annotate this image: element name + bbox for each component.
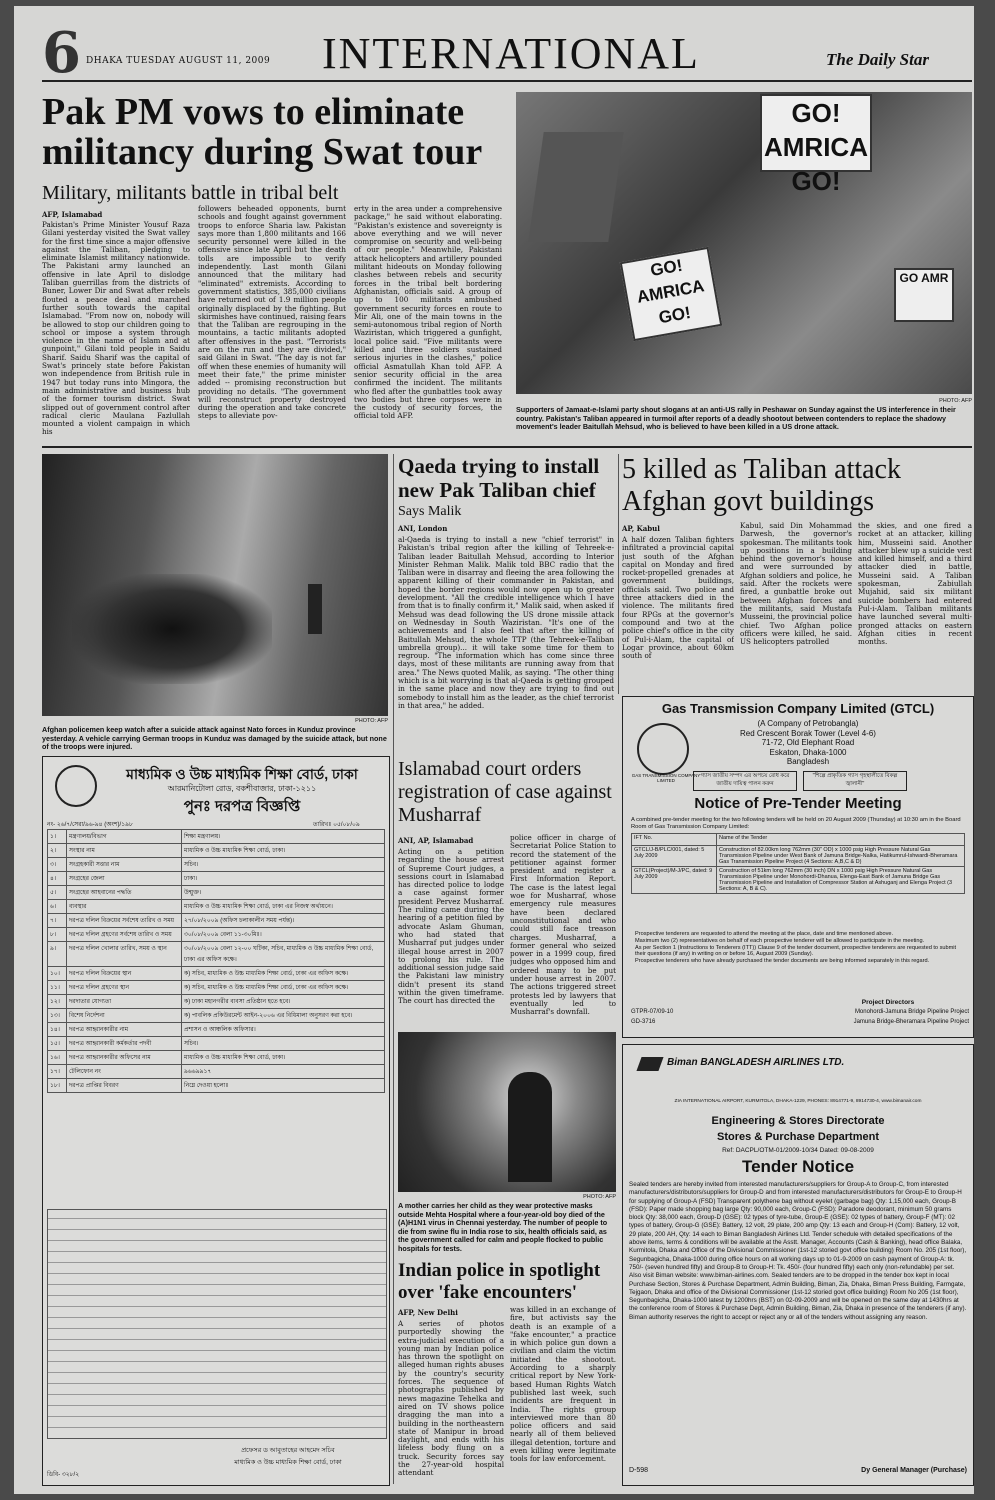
gtcl-notice — [622, 696, 974, 1038]
taliban-headline: 5 killed as Taliban attack Afghan govt buildings — [622, 454, 901, 517]
gtcl-sub1: (A Company of Petrobangla) — [757, 719, 859, 728]
qaeda-headline: Qaeda trying to install new Pak Taliban chief — [398, 454, 600, 502]
bangla-notice-title: মাধ্যমিক ও উচ্চ মাধ্যমিক শিক্ষা বোর্ড, ঢাকা — [126, 766, 358, 782]
row-number: ৪। — [48, 872, 67, 886]
rally-photo-caption: Supporters of Jamaat-e-Islami party shout slogans at an anti-US rally in Peshawar on Sunday against the US interference in their country. Pakistan's Taliban appeared in turmoil after reports of a deadly shootout between contenders to replace the shadowy movement's leader Baitullah Mehsud, who is believed to have been killed in a US drone attack. — [516, 405, 956, 432]
gtcl-slogan-2: "শিল্পে প্রাকৃতিক গ্যাস গৃহস্থালীতে বিকল্প জ্বালানী" — [803, 771, 907, 791]
protest-sign-2: GO! AMRICA GO! — [620, 247, 723, 341]
row-label: সংগ্রহের আহবানের পদ্ধতি — [67, 886, 182, 900]
row-label: দরপত্র আহ্বানকারীর নাম — [67, 1023, 182, 1037]
gtcl-bullet-3: As per Section 1 (Instructions to Tenderers (ITT)) Clause 9 of the tender document, prospective tenderers are requested to submit their questions (if any) in writing on or before 16, August 2009 (Sunday). — [635, 944, 957, 958]
row-number: ২। — [48, 844, 67, 858]
row-number: ৫। — [48, 886, 67, 900]
gtcl-title: Gas Transmission Company Limited (GTCL) — [661, 701, 935, 716]
bangla-table-row — [48, 886, 385, 900]
newspaper-page — [14, 6, 974, 1494]
india-headline: Indian police in spotlight over 'fake encounters' — [398, 1260, 601, 1303]
row-value: ২৭/০৮/২০০৯ (অফিস চলাকালীন সময় পর্যন্ত)। — [182, 914, 385, 928]
row-number: ১৪। — [48, 1023, 67, 1037]
row-number: ১৭। — [48, 1065, 67, 1079]
musharraf-column-1: Acting on a petition regarding the house arrest of Supreme Court judges, a sessions court in Islamabad has directed police to lodge a case against former president Pervez Musharraf. The ruling came during the hearing of a petition filed by advocate Aslam Ghuman, who had stated that Musharraf put judges under illegal house arrest in 2007 to prolong his rule. The additional session judge said the Pakistani law ministry didn't present its stand within the given timeframe. The court has directed the — [398, 848, 504, 1006]
row-rule-1 — [42, 446, 972, 448]
biman-ref: Ref: DACPL/OTM-01/2009-10/34 Dated: 09-08-2009 — [722, 1147, 874, 1154]
row-number: ১২। — [48, 995, 67, 1009]
column-separator — [393, 454, 394, 1484]
lead-column-1: Pakistan's Prime Minister Yousuf Raza Gilani yesterday visited the Swat valley for the first time since a major offensive against the Taliban, pledging to eliminate Islamist militancy nationwide. The Pakistani army launched an offensive in late April to dislodge Taliban guerrillas from the districts of Buner, Lower Dir and Swat after rebels flouted a peace deal and marched further south towards the capital Islamabad. "From now on, nobody will be allowed to stop our children going to school or impose a system through violence in the name of Islam and at gunpoint," Gilani told people in Saidu Sharif. Saidu Sharif was the capital of Swat's princely state before Pakistan won independence from British rule in 1947 but today runs into Mingora, the main administrative and business hub of the former tourism district. Swat slipped out of government control after radical cleric Maulana Fazlullah mounted a violent campaign in which his — [42, 221, 190, 437]
row-value: ঢাকা। — [182, 872, 385, 886]
gtcl-sub5: Bangladesh — [786, 757, 830, 766]
bangla-table-row — [48, 858, 385, 872]
gtcl-tender-table — [631, 833, 965, 894]
gtcl-address — [703, 719, 913, 767]
rally-photo-credit: PHOTO: AFP — [939, 398, 972, 404]
row-label: দরপত্র আহ্বানকারীর অফিসের নাম — [67, 1051, 182, 1065]
afghan-photo-credit: PHOTO: AFP — [355, 718, 388, 724]
biman-code: D-598 — [629, 1467, 649, 1474]
row-value: সচিব। — [182, 858, 385, 872]
bangla-table-row — [48, 1079, 385, 1093]
gtcl-code-1: GTPR-07/09-10 — [631, 1009, 674, 1015]
row-number: ৮। — [48, 928, 67, 942]
row-label: টেলিফোন নং — [67, 1065, 182, 1079]
bangla-table-row — [48, 1065, 385, 1079]
row-value: সচিব। — [182, 1037, 385, 1051]
row-value: মাধ্যমিক ও উচ্চ মাধ্যমিক শিক্ষা বোর্ড, ঢাকা। — [182, 1051, 385, 1065]
gtcl-bullet-4: Prospective tenderers who have already purchased the tender documents are being informed separately in this regard. — [635, 958, 930, 965]
gtcl-bullet-1: Prospective tenderers are requested to attend the meeting at the place, date and time mentioned above. — [635, 931, 894, 937]
row-value: উন্মুক্ত। — [182, 886, 385, 900]
row-number: ১১। — [48, 981, 67, 995]
row-label: দরপত্র দলিল গ্রহণের স্থান — [67, 981, 182, 995]
lead-column-2: followers beheaded opponents, burnt schools and fought against government troops to enforce Sharia law. Pakistan says more than 1,800 militants and 166 security personnel were killed in the offensive since late April but the death tolls are impossible to verify independently. Last month Gilani announced that the military had "eliminated" extremists. According to government statistics, 385,000 civilians have returned out of 1.9 million people originally displaced by the fighting. But skirmishes have continued, raising fears that the Taliban are regrouping in the mountains, a tactic militants adopted after offensives in the past. "Terrorists are on the run and they are divided," said Gilani in Swat. "The day is not far off when these enemies of humanity will meet their fate," the prime minister added -- promising reconstruction but providing no details. "The government will reconstruct property destroyed during the operation and take concrete steps to alleviate pov- — [198, 205, 346, 421]
flu-mask-photo — [398, 1032, 616, 1192]
row-number: ৯। — [48, 942, 67, 967]
musharraf-headline: Islamabad court orders registration of case against Musharraf — [398, 758, 612, 826]
bangla-notice-address: আরমানিটোলা রোড, বকশীবাজার, ঢাকা-১২১১ — [167, 784, 317, 793]
musharraf-byline: ANI, AP, Islamabad — [398, 836, 474, 845]
gtcl-pd2: Jamuna Bridge-Bheramara Pipeline Project — [853, 1019, 969, 1025]
row-number: ১৮। — [48, 1079, 67, 1093]
bangla-notice-table — [47, 829, 385, 1093]
flu-photo-credit: PHOTO: AFP — [583, 1194, 616, 1200]
india-byline: AFP, New Delhi — [398, 1308, 458, 1317]
gtcl-logo-icon — [637, 723, 689, 775]
gtcl-code-2: GD-3716 — [631, 1019, 656, 1025]
bangla-notice-sign: প্রফেসর ড আবুতাহের আহমেদ সচিব — [241, 1447, 335, 1454]
row-number: ১৬। — [48, 1051, 67, 1065]
masthead-rule — [42, 80, 972, 82]
biman-body: Sealed tenders are hereby invited from interested manufacturers/suppliers for Group-A to Group-C, from interested manufacturers/distributors/suppliers for Group-D and from interested manufacturers/distributors for Group-E to Group-H for supplying of Group-A (FSD) Transparent polythene bag without eyelet (garbage bag) Qty: 1,15,000 each, Group-B (FSD): Paper made shopping bag large Qty: 90,000 each, Group-C (FSD): Paradore deodorant, minimum 50 grams block Qty: 38,000 each, Group-D (GSE): 02 types of tyre-tube, Group-E (GSE): 02 types of battery, Group-F (MT): 02 types of battery, Group-G (GSE): Battery, 12 volt, 29 plate, 200 amp Qty: 13 each and Group-H (Com): Battery, 12 volt, 29 plate, 200 AH, Qty: 14 each to Biman Bangladesh Airlines Ltd. Tender schedule with detailed specifications of the above items, terms & conditions will be available at the Asstt. Manager, Accounts (Cash & Banking), head office Balaka, Kurmitola, Dhaka and Office of the Divisional Commissioner (1st-12 storied govt office building) Room No. 205 (1st floor), Segunbagicha, Dhaka-1000 during office hours on all working days up to 01-9-2009 on cash payment of Group-A: tk. 750/- (seven hundred fifty) and Group-B to Group-H: Tk. 450/- (four hundred fifty) each only (non-refundable) per set. Also visit Biman website: www.biman-airlines.com. Sealed tenders are to be dropped in the tender box kept in local Purchase Section, Stores & Purchase Department, Admin Building, Biman, Zia, Dhaka, Biman Press Building, Farmgate, Tejgaon, Dhaka and office of the Divisional Commissioner (1st-12 storied govt office building) Room No 205 (1st floor), Segunbagicha, Dhaka-1000 latest by 1200hrs (BST) on 02-09-2009 and will be opened on the same day at 1430hrs at the conference room of Stores & Purchase Dept, Admin Building, Biman, Zia, Dhaka in presence of the tenderers (if any). Biman authority reserves the right to accept or reject any or all of the tenders without assigning any reason. — [629, 1181, 967, 1321]
row-label: দরপত্র দলিল গ্রহণের সর্বশেষ তারিখ ও সময় — [67, 928, 182, 942]
biman-logo-icon — [636, 1057, 663, 1071]
row-value: নিম্নে দেওয়া হলোঃ — [182, 1079, 385, 1093]
gtcl-r2a: GTCL(Project)/M-J/PC, dated: 9 July 2009 — [632, 867, 717, 894]
gtcl-intro: A combined pre-tender meeting for the two following tenders will be held on 20 August 2009 (Thursday) at 10:30 am in the Board Room of Gas Transmission Company Limited: — [631, 817, 961, 830]
biman-dept-2: Stores & Purchase Department — [717, 1131, 879, 1143]
india-column-1: A series of photos purportedly showing the extra-judicial execution of a young man by Indian police has thrown the spotlight on alleged human rights abuses by the country's security forces. The sequence of photographs published by news magazine Tehelka and aired on TV shows police dragging the man into a building in the northeastern state of Manipur in broad daylight, and ends with his lifeless body flung on a truck. Security forces say the 27-year-old hospital attendant — [398, 1320, 504, 1478]
bangla-table-row — [48, 1009, 385, 1023]
row-label: দরদাতার যোগ্যতা — [67, 995, 182, 1009]
gtcl-sub4: Eskaton, Dhaka-1000 — [769, 747, 847, 757]
lead-deck: Military, militants battle in tribal belt — [42, 182, 339, 204]
qaeda-byline: ANI, London — [398, 524, 448, 533]
bangla-table-row — [48, 900, 385, 914]
lead-headline: Pak PM vows to eliminate militancy during Swat tour — [42, 91, 483, 173]
biman-dept-1: Engineering & Stores Directorate — [711, 1115, 885, 1127]
gtcl-th1: IFT No. — [632, 834, 717, 846]
row-value: ক) সচিব, মাধ্যমিক ও উচ্চ মাধ্যমিক শিক্ষা বোর্ড, ঢাকা এর অফিস কক্ষে। — [182, 967, 385, 981]
row-value: ৯৬৬৯৯১৭ — [182, 1065, 385, 1079]
bangla-table-row — [48, 981, 385, 995]
biman-tender-notice — [622, 1044, 974, 1486]
gtcl-sub2: Red Crescent Borak Tower (Level 4-6) — [740, 728, 876, 738]
protest-sign-1: GO! AMRICA GO! — [760, 94, 872, 172]
bangla-notice-ref: নং- ২৬/৭/সেরা/৯৬-৯৪ (অংশ)/১৯৮ — [47, 822, 133, 828]
row-number: ১০। — [48, 967, 67, 981]
row-label: দরপত্র প্রাপ্তির বিবরণ — [67, 1079, 182, 1093]
row-value: ক) সচিব, মাধ্যমিক ও উচ্চ মাধ্যমিক শিক্ষা বোর্ড, ঢাকা এর অফিস কক্ষে। — [182, 981, 385, 995]
gtcl-notice-title: Notice of Pre-Tender Meeting — [694, 795, 902, 812]
row-value: শিক্ষা মন্ত্রণালয়। — [182, 830, 385, 844]
flu-photo-caption: A mother carries her child as they wear protective masks outside Mehta Hospital where a four-year-old boy died of the (A)H1N1 virus in Chennai yesterday. The number of people to die from swine flu in India rose to six, health officials said, as the government called for calm and people flocked to public hospitals for tests. — [398, 1201, 608, 1253]
flag-shape — [528, 132, 623, 242]
row-number: ১৩। — [48, 1009, 67, 1023]
page-date: DHAKA TUESDAY AUGUST 11, 2009 — [86, 56, 271, 66]
gtcl-bullets — [635, 931, 965, 965]
row-label: দরপত্র আহ্বানকারী কর্মকর্তার পদবী — [67, 1037, 182, 1051]
row-label: বিশেষ নির্দেশনা — [67, 1009, 182, 1023]
row-value: মাধ্যমিক ও উচ্চ মাধ্যমিক শিক্ষা বোর্ড, ঢাকা। — [182, 844, 385, 858]
newspaper-logo: The Daily Star — [826, 50, 929, 69]
bangla-table-row — [48, 844, 385, 858]
bangla-table-row — [48, 1051, 385, 1065]
row-number: ১৫। — [48, 1037, 67, 1051]
bangla-table-row — [48, 830, 385, 844]
taliban-column-3: the skies, and one fired a rocket at an attacker, killing him, Musseini said. Another attacker blew up a suicide vest and killed himself, and a third attacker died in battle, Musseini said. A Taliban spokesman, Zabiullah Mujahid, said six militant suicide bombers had entered Pul-i-Alam. Taliban militants have launched several multi-pronged attacks on eastern Afghan cities in recent months. — [858, 522, 972, 647]
row-value: ক) ঢাকা মহানগরীর ব্যবসা প্রতিষ্ঠান হতে হবে। — [182, 995, 385, 1009]
bangla-notice-subtitle: পুনঃ দরপত্র বিজ্ঞপ্তি — [183, 798, 301, 815]
bangla-table-row — [48, 1037, 385, 1051]
gtcl-r1a: GTCL/J-B/PLC/001, dated: 5 July 2009 — [632, 846, 717, 867]
bangla-notice-date: তারিখঃ ০৫/০৮/০৯ — [313, 822, 360, 828]
biman-address: ZIA INTERNATIONAL AIRPORT, KURMITOLA, DHAKA-1229, PHONES: 8914771-9, 8914730-4, www.bimanair.com — [674, 1099, 922, 1104]
row-label: ব্যবস্থার — [67, 900, 182, 914]
row-value: ৩০/০৮/২০০৯ বেলা ১২-০০ ঘটিকা, সচিব, মাধ্যমিক ও উচ্চ মাধ্যমিক শিক্ষা বোর্ড, ঢাকা এর অফিস কক্ষে। — [182, 942, 385, 967]
gtcl-logo-caption: GAS TRANSMISSION COMPANY LIMITED — [631, 773, 701, 783]
gtcl-th2: Name of the Tender — [717, 834, 965, 846]
rally-photo — [516, 92, 972, 394]
row-number: ৬। — [48, 900, 67, 914]
gtcl-r2b: Construction of 51km long 762mm (30 inch) DN x 1000 psig High Pressure Natural Gas Transmission Pipeline under Monohordi-Dhanua, Elenga-East Bank of Jamuna Bridge Gas Transmission Pipeline and Installation of Compressor Station at Ashuganj and Elenga Project (3 Sections: A, B & C). — [717, 867, 965, 894]
biman-notice-title: Tender Notice — [741, 1157, 855, 1176]
protest-sign-3: GO AMR — [894, 268, 954, 322]
page-number: 6 — [42, 20, 81, 86]
qaeda-deck: Says Malik — [398, 504, 462, 519]
taliban-column-1: A half dozen Taliban fighters infiltrated a provincial capital just south of the Afghan capital on Monday and fired rocket-propelled grenades at government buildings, officials said. Two police and three attackers died in the violence. The militants fired four RPGs at the governor's compound and two at the police chief's office in the city of Pul-i-Alam, the capital of Logar province, about 60km south of — [622, 536, 734, 661]
row-label: সংগ্রহকারী সত্তার নাম — [67, 858, 182, 872]
taliban-column-2: Kabul, said Din Mohammad Darwesh, the governor's spokesman. The militants took up positions in a building behind the governor's house and were surrounded by Afghan soldiers and police, he said. After the rockets were fired, a gunbattle broke out between Afghan forces and the militants, said Mustafa Musseini, the provincial police chief. Two Afghan police officers were killed, he said. US helicopters patrolled — [740, 522, 852, 647]
bangla-table-row — [48, 942, 385, 967]
row-value: ৩০/০৮/২০০৯ বেলা ১১-৩০মিঃ। — [182, 928, 385, 942]
bangla-table-row — [48, 914, 385, 928]
mother-silhouette — [508, 1072, 552, 1182]
lead-byline: AFP, Islamabad — [42, 210, 103, 219]
gtcl-project-directors: Project Directors — [861, 999, 915, 1006]
row-label: দরপত্র দলিল বিক্রয়ের সর্বশেষ তারিখ ও সময় — [67, 914, 182, 928]
row-label: দরপত্র দলিল বিক্রয়ের স্থান — [67, 967, 182, 981]
row-value: মাধ্যমিক ও উচ্চ মাধ্যমিক শিক্ষা বোর্ড, ঢাকা এর নিজস্ব অর্থায়নে। — [182, 900, 385, 914]
bangla-table-row — [48, 928, 385, 942]
gtcl-slogan-1: গ্যাস জাতীয় সম্পদ এর অপচয় রোধ করে জাতীয় দায়িত্ব পালন করুন — [693, 771, 797, 791]
wreckage-shape — [72, 574, 272, 684]
gtcl-r1b: Construction of 82.00km long 762mm (30" OD) x 1000 psig High Pressure Natural Gas Transmission Pipeline under West Bank of Jamuna Bridge-Nalka, Hatikumrul-Ishwardi-Bheramara Gas Transmission Pipeline Project (4 Sections: A,B,C & D) — [717, 846, 965, 867]
row-number: ৭। — [48, 914, 67, 928]
bangla-notice-code: ডিবি- ৩২৮/২ — [47, 1472, 80, 1478]
row-label: সংস্থার নাম — [67, 844, 182, 858]
section-title: INTERNATIONAL — [322, 29, 700, 78]
gtcl-bullet-2: Maximum two (2) representatives on behalf of each prospective tenderer will be allowed to participate in the meeting. — [635, 937, 925, 944]
afghan-attack-photo — [42, 454, 388, 716]
india-column-2: was killed in an exchange of fire, but activists say the death is an example of a "fake encounter," a practice in which police gun down a civilian and claim the victim initiated the shootout. According to a sharply critical report by New York-based Human Rights Watch published last week, such incidents are frequent in India. The rights group interviewed more than 80 police officers and said nearly all of them believed illegal detention, torture and even killing were legitimate tools for law enforcement. — [510, 1306, 616, 1464]
gtcl-pd1: Monohordi-Jamuna Bridge Pipeline Project — [854, 1009, 969, 1015]
board-seal-icon — [55, 765, 97, 807]
bangla-items-table — [47, 1209, 387, 1439]
bangla-notice-org: মাধ্যমিক ও উচ্চ মাধ্যমিক শিক্ষা বোর্ড, ঢাকা — [234, 1459, 342, 1466]
policeman-silhouette — [308, 584, 322, 634]
bangla-table-row — [48, 872, 385, 886]
bangla-table-row — [48, 967, 385, 981]
row-value: প্রশাসন ও আঞ্চলিক অফিসার। — [182, 1023, 385, 1037]
lead-column-3: erty in the area under a comprehensive package," he said without elaborating. "Pakistan's existence and sovereignty is above everything and we will never compromise on security and well-being of our people." Meanwhile, Pakistani attack helicopters and artillery pounded militant hideouts on Monday following clashes between rebels and security forces in the tribal belt bordering Afghanistan, officials said. A group of up to 100 militants ambushed government security forces en route to Mir Ali, one of the main towns in the semi-autonomous tribal region of North Waziristan, which triggered a gunfight, local police said. "Five militants were killed and three soldiers sustained serious injuries in the clashes," police official Asmatullah Khan told AFP. A senior security official in the area confirmed the incident. The militants who fled after the gunbattles took away two bodies but three corpses were in the custody of security forces, the official told AFP. — [354, 205, 502, 421]
biman-sign: Dy General Manager (Purchase) — [861, 1467, 967, 1474]
taliban-byline: AP, Kabul — [622, 524, 660, 533]
row-number: ৩। — [48, 858, 67, 872]
column-separator — [618, 454, 619, 694]
bangla-table-row — [48, 995, 385, 1009]
qaeda-body: al-Qaeda is trying to install a new "chief terrorist" in Pakistan's tribal region after the killing of Tehreek-e-Taliban leader Baitullah Mehsud, according to Interior Minister Rehman Malik. Malik told BBC radio that the Taliban were in disarray and fleeing the area following the apparent killing of their commander in Pakistan, and hoped the border regions would now open up to greater development. "All the credible intelligence which I have from that is to finally confirm it," Malik said, when asked if Mehsud was dead following the US drone missile attack on Wednesday in South Waziristan. "It's one of the achievements and I also feel that after the killing of Baitullah Mehsud, the whole TTP (the Tehreek-e-Taliban umbrella group)... it will take some time for them to regroup. "The information which has come since three days, most of these militants are running away from that area." The News quoted Malik, as saying. "The other thing which is a bit worrying is that al-Qaeda is getting grouped in the same place and now they are trying to find out somebody to install him as the leader, as the chief terrorist in that area," he added. — [398, 536, 614, 710]
row-label: সংগ্রহের জেলা — [67, 872, 182, 886]
biman-brand: Biman BANGLADESH AIRLINES LTD. — [667, 1057, 845, 1068]
musharraf-column-2: police officer in charge of Secretariat Police Station to record the statement of the petitioner against former president and register a First Information Report. The case is the latest legal woe for Musharraf, whose emergency rule measures have been declared unconstitutional and who could still face treason charges. Musharraf, a former general who seized power in a 1999 coup, fired judges who opposed him and ordered many to be put under house arrest in 2007. The actions triggered street protests led by lawyers that eventually led to Musharraf's downfall. — [510, 834, 616, 1017]
row-value: ক) পাবলিক প্রকিউরমেন্ট আইন-২০০৬ এর বিধিমালা অনুসরণ করা হবে। — [182, 1009, 385, 1023]
gtcl-sub3: 71-72, Old Elephant Road — [761, 738, 855, 747]
row-label: মন্ত্রণালয়/বিভাগ — [67, 830, 182, 844]
afghan-photo-caption: Afghan policemen keep watch after a suicide attack against Nato forces in Kunduz province yesterday. A vehicle carrying German troops in Kunduz was damaged by the suicide attack, but none of the troops were injured. — [42, 725, 387, 752]
row-label: দরপত্র দলিল খোলার তারিখ, সময় ও স্থান — [67, 942, 182, 967]
bangla-tender-notice — [42, 756, 390, 1486]
row-number: ১। — [48, 830, 67, 844]
bangla-table-row — [48, 1023, 385, 1037]
